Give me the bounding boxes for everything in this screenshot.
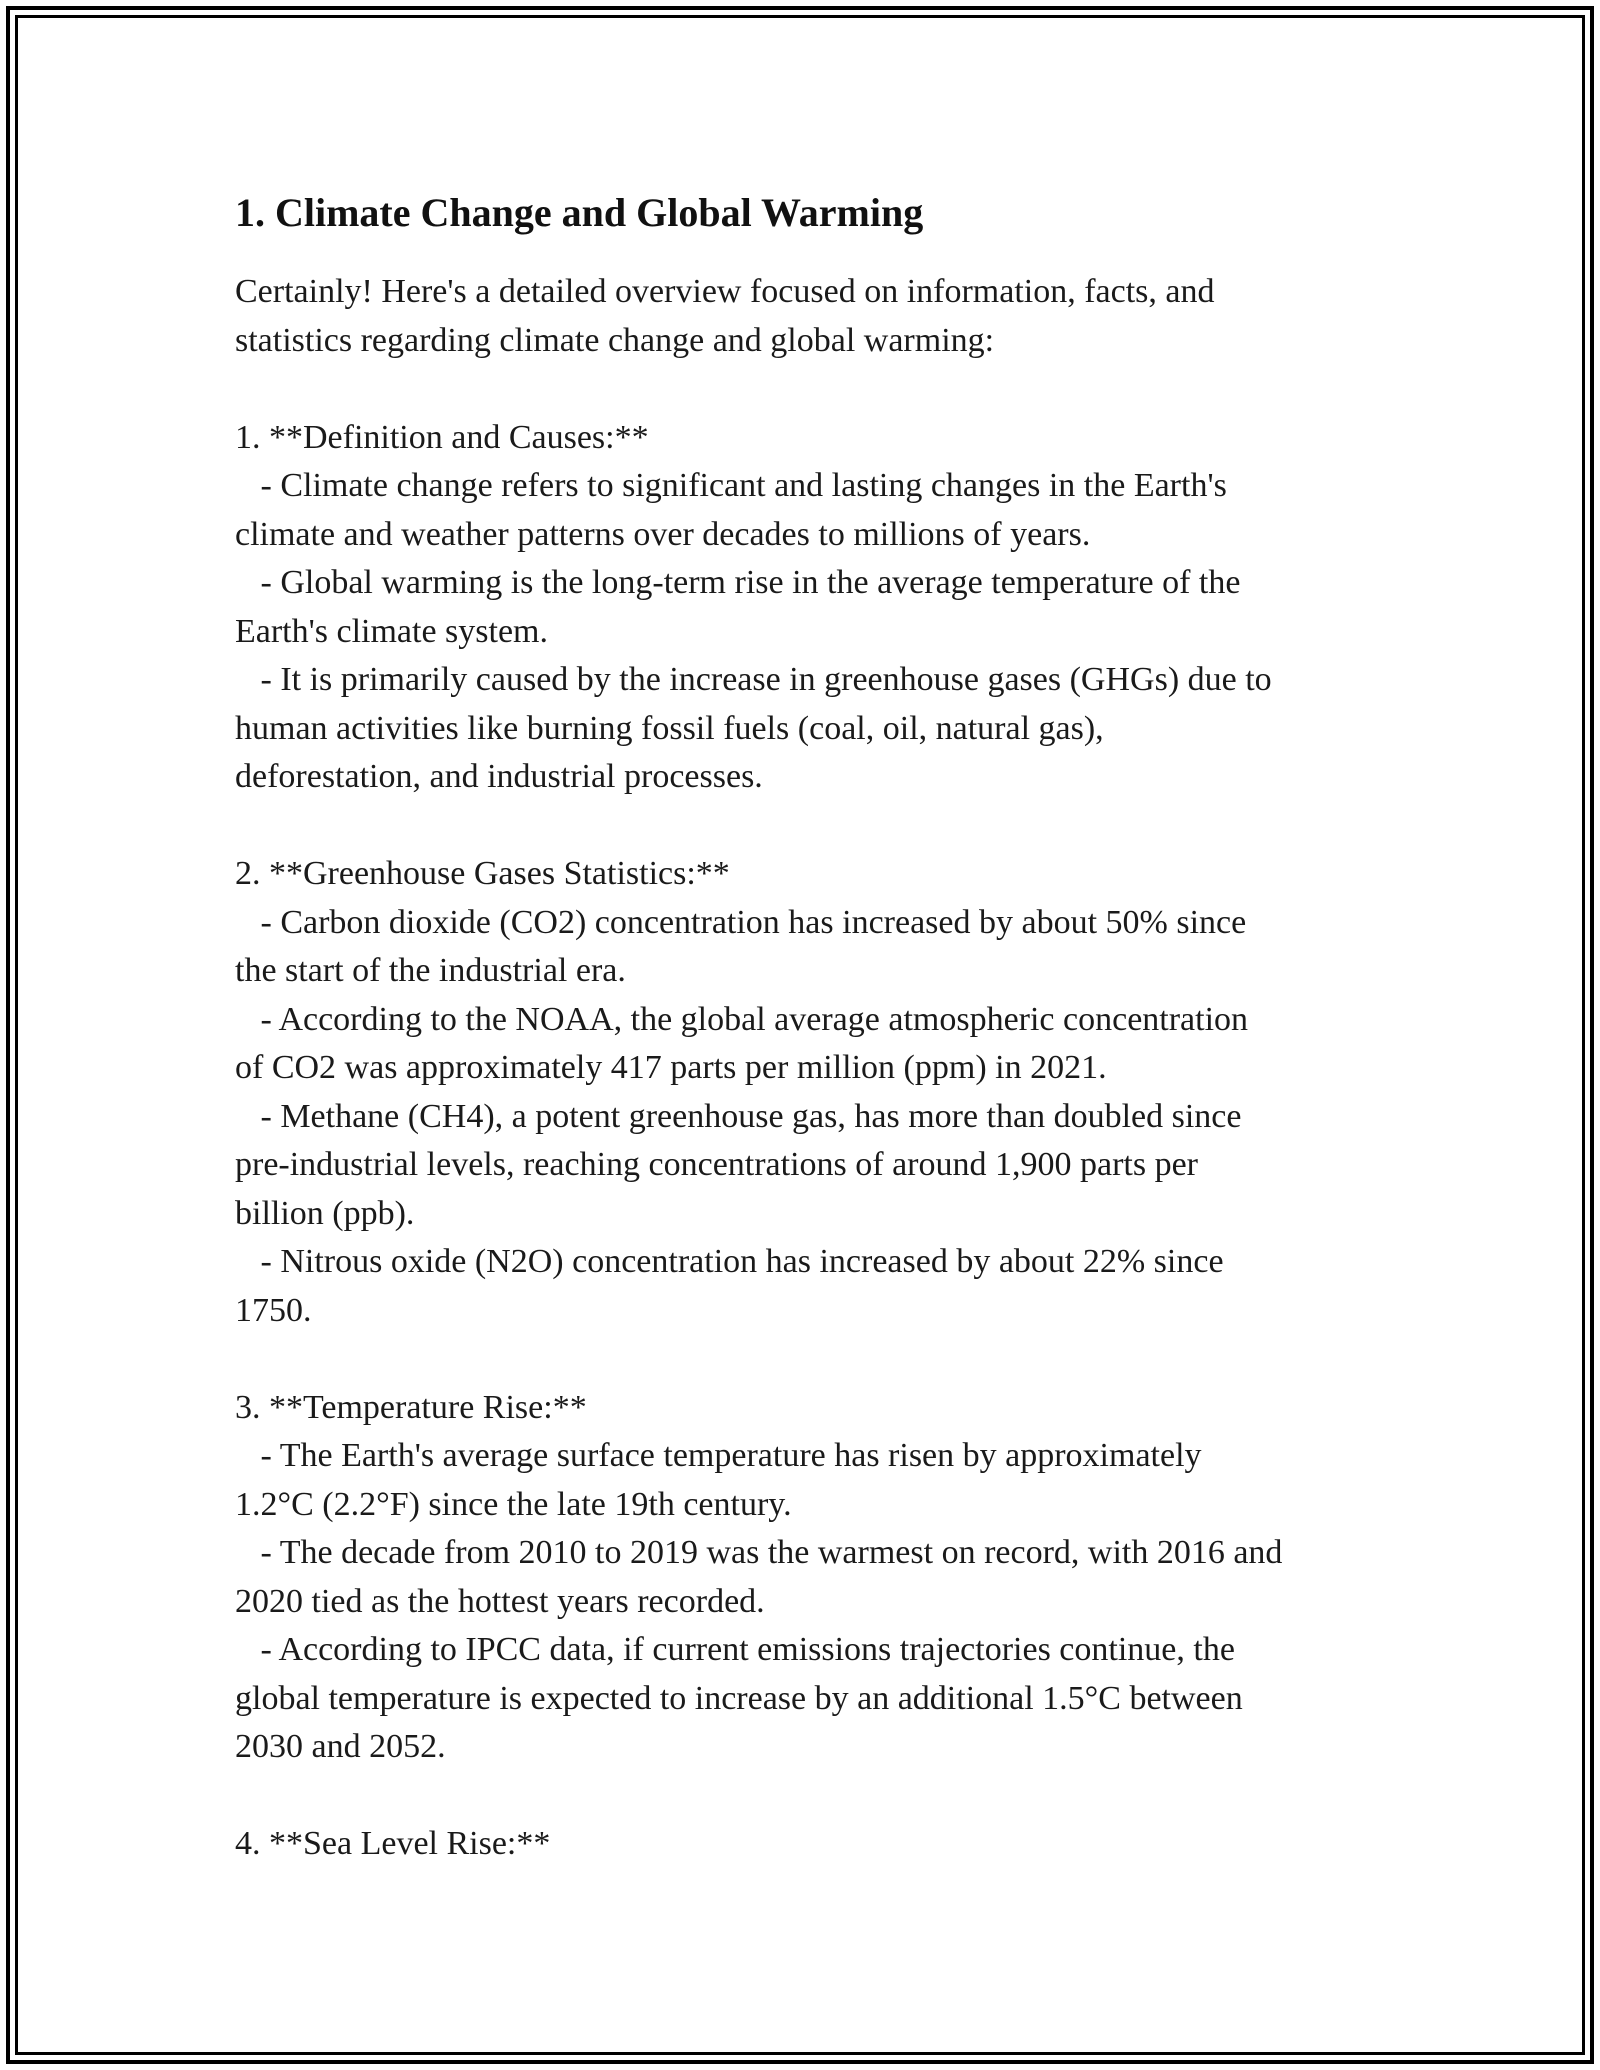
document-line: - Climate change refers to significant and lasting changes in the Earth's [235,467,1227,504]
document-line: 1750. [235,1291,312,1329]
document-line: Certainly! Here's a detailed overview focused on information, facts, and [235,273,1215,310]
document-line: - Methane (CH4), a potent greenhouse gas, has more than doubled since [235,1097,1242,1135]
document-line: 2030 and 2052. [235,1728,446,1765]
document-line: of CO2 was approximately 417 parts per million (ppm) in 2021. [235,1049,1107,1086]
document-line: - The Earth's average surface temperature has risen by approximately [235,1437,1202,1474]
document-line: Earth's climate system. [235,612,548,650]
document-line: global temperature is expected to increase by an additional 1.5°C between [235,1679,1243,1717]
document-title: 1. Climate Change and Global Warming [235,190,924,235]
document-line: 3. **Temperature Rise:** [235,1388,587,1426]
document-line: - The decade from 2010 to 2019 was the warmest on record, with 2016 and [235,1534,1283,1571]
document-line: - According to the NOAA, the global average atmospheric concentration [235,1000,1249,1038]
document-line: statistics regarding climate change and global warming: [235,321,995,359]
document-body [235,268,1395,1869]
document-line: 4. **Sea Level Rise:** [235,1825,551,1862]
document-line: - Nitrous oxide (N2O) concentration has increased by about 22% since [235,1243,1224,1280]
document-line: - Global warming is the long-term rise in the average temperature of the [235,564,1241,601]
document-line: 1.2°C (2.2°F) since the late 19th century. [235,1485,792,1523]
document-line [235,802,1395,851]
document-line: - It is primarily caused by the increase in greenhouse gases (GHGs) due to [235,661,1272,698]
document-line: - According to IPCC data, if current emissions trajectories continue, the [235,1631,1235,1668]
document-line: climate and weather patterns over decades to millions of years. [235,515,1091,553]
document-line: deforestation, and industrial processes. [235,758,763,795]
document-line [235,1335,1395,1384]
document-line: 2020 tied as the hottest years recorded. [235,1582,765,1620]
document-content [235,180,1395,1869]
document-line: 2. **Greenhouse Gases Statistics:** [235,855,730,892]
document-line: billion (ppb). [235,1194,415,1232]
document-line: 1. **Definition and Causes:** [235,418,649,456]
document-line [235,365,1395,414]
document-line [235,1772,1395,1821]
document-line: pre-industrial levels, reaching concentrations of around 1,900 parts per [235,1146,1199,1183]
document-line: - Carbon dioxide (CO2) concentration has increased by about 50% since [235,903,1247,941]
document-line: human activities like burning fossil fuels (coal, oil, natural gas), [235,709,1104,747]
document-line: the start of the industrial era. [235,952,626,989]
